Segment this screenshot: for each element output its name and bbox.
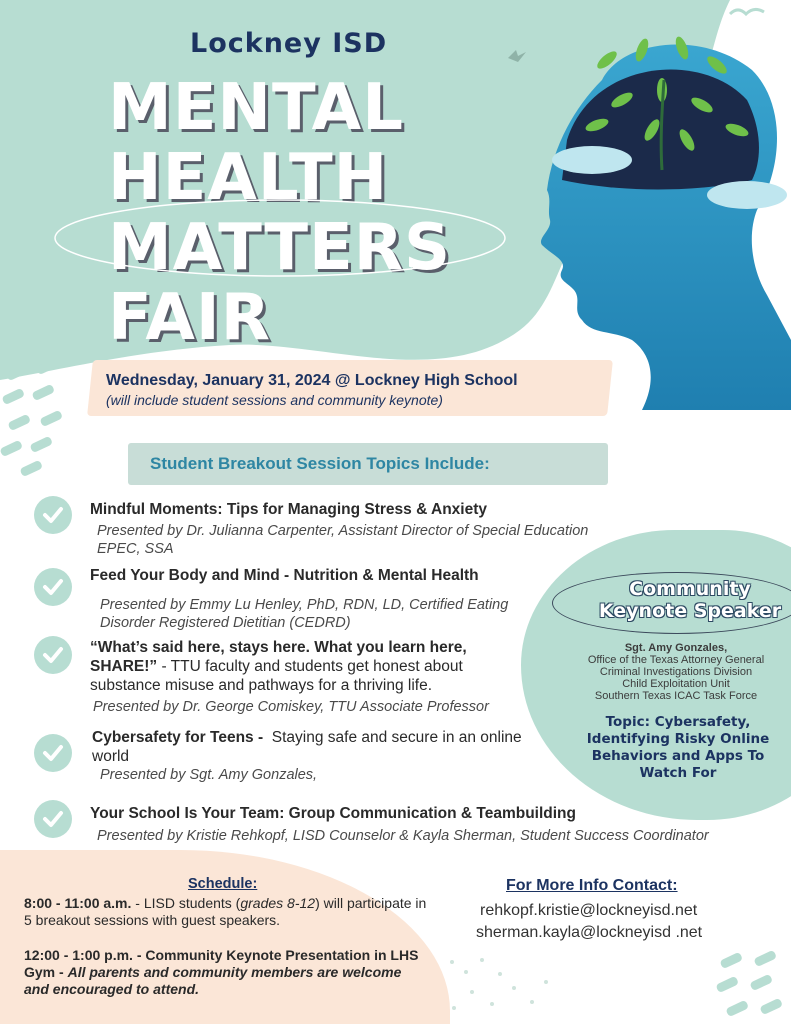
decorative-dashes-bottom <box>712 950 791 1024</box>
schedule-item-1 <box>24 895 434 929</box>
event-note: (will include student sessions and community keynote) <box>106 392 443 408</box>
contact-heading: For More Info Contact: <box>506 877 678 894</box>
session-3-text <box>90 638 530 695</box>
breakout-heading: Student Breakout Session Topics Include: <box>150 454 490 473</box>
schedule-item-2-time: 12:00 - 1:00 p.m. - Community Keynote Presentation in LHS Gym - <box>24 947 419 980</box>
schedule-item-1-text-b: ) will participate in 5 breakout sessions with guest speakers. <box>24 895 427 928</box>
event-title-line-1: MENTAL <box>108 71 404 145</box>
keynote-affiliation: Southern Texas ICAC Task Force <box>594 690 758 702</box>
schedule-item-1-text-a: - LISD students ( <box>131 895 241 911</box>
contact-email-2[interactable]: sherman.kayla@lockneyisd .net <box>476 924 703 941</box>
title-swoosh <box>40 190 520 290</box>
session-2-presenter: Presented by Emmy Lu Henley, PhD, RDN, LD, Certified Eating Disorder Registered Dietitian (CEDRD) <box>100 597 509 631</box>
keynote-heading-line-2: Keynote Speaker <box>598 600 782 622</box>
schedule-item-1-grades: grades 8-12 <box>240 895 316 911</box>
session-2-title: Feed Your Body and Mind - Nutrition & Mental Health <box>90 567 479 584</box>
check-icon <box>34 496 72 534</box>
session-4-presenter: Presented by Sgt. Amy Gonzales, <box>100 767 318 783</box>
session-1-presenter: Presented by Dr. Julianna Carpenter, Assistant Director of Special Education EPEC, SSA <box>97 523 589 557</box>
dot-pattern <box>440 950 570 1020</box>
check-icon <box>34 568 72 606</box>
bird-icon <box>728 4 768 24</box>
keynote-heading-line-1: Community <box>629 578 751 600</box>
keynote-heading <box>580 578 791 622</box>
schedule-heading: Schedule: <box>188 876 258 892</box>
session-5-presenter: Presented by Kristie Rehkopf, LISD Counselor & Kayla Sherman, Student Success Coordinator <box>97 828 709 844</box>
session-4-description: Staying safe and secure in an online world <box>92 729 522 765</box>
schedule-item-2-note: All parents and community members are welcome and encouraged to attend. <box>24 964 402 997</box>
session-3-title: “What’s said here, stays here. What you learn here, SHARE!” <box>90 639 467 675</box>
event-title-line-2: HEALTH <box>108 141 389 215</box>
check-icon <box>34 636 72 674</box>
schedule-item-2 <box>24 947 424 998</box>
bird-icon <box>506 46 528 66</box>
keynote-topic: Topic: Cybersafety, Identifying Risky Online Behaviors and Apps To Watch For <box>586 714 770 781</box>
decorative-dashes <box>0 360 80 480</box>
session-4-title: Cybersafety for Teens - <box>92 729 264 746</box>
keynote-affiliation: Criminal Investigations Division <box>599 666 753 678</box>
session-3-description: - TTU faculty and students get honest about substance misuse and pathways for a thriving life. <box>90 658 463 694</box>
session-1-title: Mindful Moments: Tips for Managing Stress & Anxiety <box>90 501 488 518</box>
check-icon <box>34 734 72 772</box>
event-title-line-3: MATTERS <box>108 211 452 285</box>
event-title-line-4: FAIR <box>108 281 271 355</box>
keynote-affiliation: Child Exploitation Unit <box>622 678 730 690</box>
session-5-title: Your School Is Your Team: Group Communication & Teambuilding <box>90 805 576 822</box>
contact-email-1[interactable]: rehkopf.kristie@lockneyisd.net <box>480 902 698 919</box>
org-title: Lockney ISD <box>190 28 388 59</box>
keynote-affiliation: Office of the Texas Attorney General <box>587 654 765 666</box>
keynote-speaker-name: Sgt. Amy Gonzales, <box>624 642 728 654</box>
event-date-location: Wednesday, January 31, 2024 @ Lockney High School <box>106 372 518 389</box>
head-illustration <box>512 20 791 410</box>
session-4-text <box>92 728 562 766</box>
schedule-item-1-time: 8:00 - 11:00 a.m. <box>24 895 132 911</box>
check-icon <box>34 800 72 838</box>
session-3-presenter: Presented by Dr. George Comiskey, TTU Associate Professor <box>93 699 489 715</box>
